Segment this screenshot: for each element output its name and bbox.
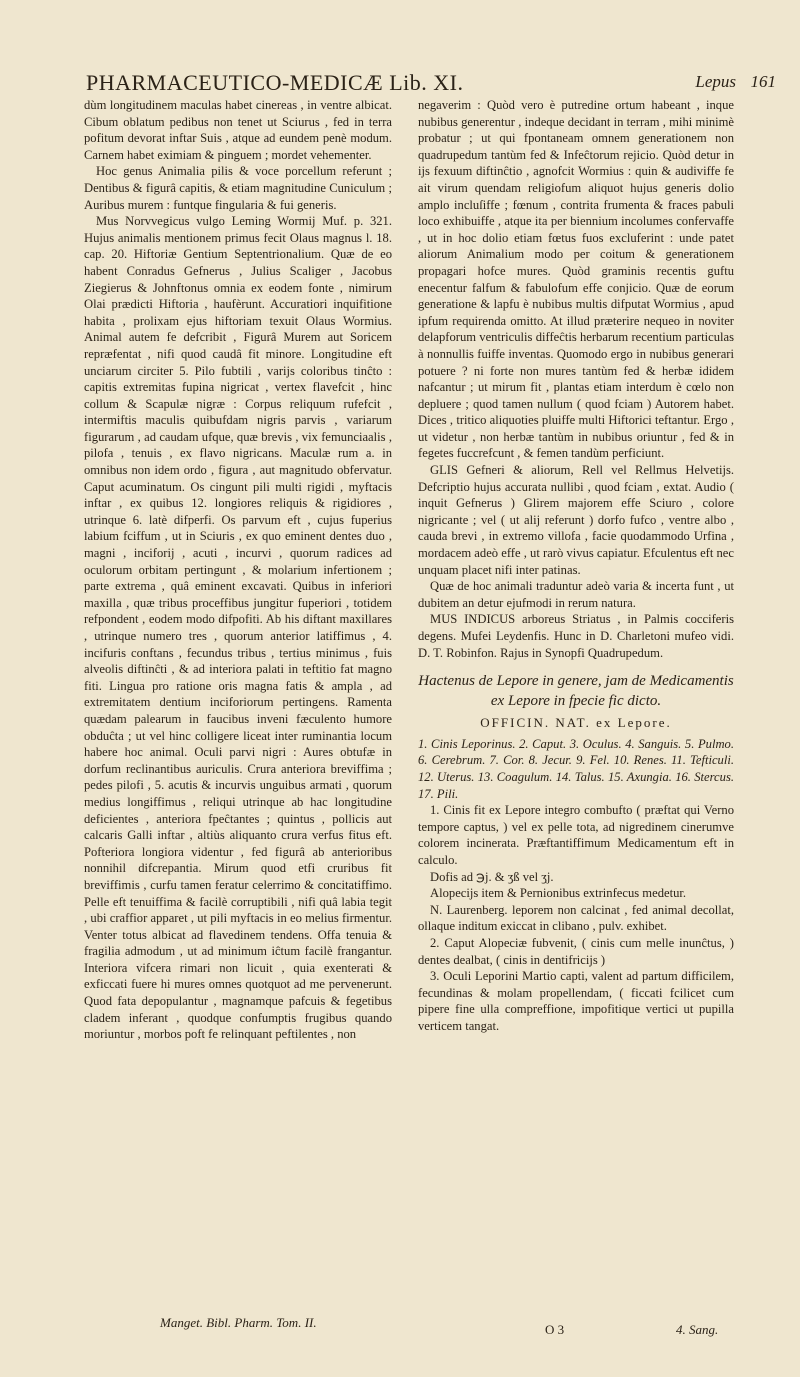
paragraph: Alopecijs item & Pernionibus extrinfecus medetur. [430, 886, 687, 901]
right-column [418, 97, 734, 1034]
paragraph: N. Laurenberg. leporem non calcinat , fed animal decollat, ollaque inditum exiccat in clibano , pulv. exhibet. [418, 902, 734, 934]
signature-mark: O 3 [545, 1322, 565, 1337]
paragraph: dùm longitudinem maculas habet cinereas , in ventre albicat. Cibum oblatum pedibus non tenet ut Sciurus , fed in terra pofitum devorat inftar Suis , atque ad eundem penè modum. Carnem habet eximiam & pinguem ; mordet vehementer. [84, 98, 392, 162]
footer-catchword: 4. Sang. [676, 1322, 719, 1337]
page-number: 161 [750, 72, 776, 91]
paragraph: Dofis ad ℈j. & ʒß vel ʒj. [430, 869, 554, 884]
paragraph: Quæ de hoc animali traduntur adeò varia & incerta funt , ut dubitem an detur ejufmodi in rerum natura. [418, 579, 734, 610]
paragraph: 2. Caput Alopeciæ fubvenit, ( cinis cum melle inunĉtus, ) dentes dealbat, ( cinis in dentifricijs ) [418, 935, 734, 967]
left-column [84, 97, 392, 1043]
paragraph: Hoc genus Animalia pilis & voce porcellum referunt ; Dentibus & figurâ capitis, & etiam magnitudine Cuniculum ; Auribus murem : funtque fingularia & fui generis. [84, 164, 392, 212]
footer-imprint: Manget. Bibl. Pharm. Tom. II. [160, 1315, 317, 1330]
running-head: PHARMACEUTICO-MEDICÆ Lib. XI. [86, 70, 464, 95]
section-heading: Hactenus de Lepore in genere, jam de Medicamentis ex Lepore in fpecie fic dicto. [418, 673, 734, 710]
officin-heading: OFFICIN. NAT. ex Lepore. [480, 715, 672, 731]
paragraph: 3. Oculi Leporini Martio capti, valent ad partum difficilem, fecundinas & molam propellendam, ( ficcati fcilicet cum pipere fine ulla compreffione, impofitique vertici ut pupilla verticem tangat. [418, 969, 734, 1033]
paragraph: MUS INDICUS arboreus Striatus , in Palmis cocciferis degens. Mufei Leydenfis. Hunc in D. Charletoni mufeo vidi. D. T. Robinfon. Rajus in Synopfi Quadrupedum. [418, 612, 734, 660]
paragraph: Mus Norvvegicus vulgo Leming Wormij Muf. p. 321. Hujus animalis mentionem primus fecit Olaus magnus l. 18. cap. 20. Hiftoriæ Gentium Septentrionalium. Quæ de eo habent Conradus Gefnerus , Julius Scaliger , Jacobus Ziegierus & Johnftonus omnia ex eodem fonte , nimirum Olai prædicti Hiftoria , haufèrunt. Accuratiori inquifitione habita , prolixam ejus hiftoriam texuit Olaus Wormius. Animal autem fe defcribit , Figurâ Murem aut Soricem repræfentat , nifi quod caudâ fit minore. Longitudine eft unciarum circiter 5. Pilo fubtili , varijs coloribus tinĉto : capitis extremitas fupina nigricat , vertex flavefcit , hinc collum & Scapulæ nigræ : Corpus reliquum rufefcit , intermiftis maculis quibufdam nigris parvis , variarum figurarum , ad caudam ufque, quæ brevis , vix femunciaalis , pilofa , tenuis , ex flavo nigricans. Maculæ rum a. in omnibus non idem ordo , figura , aut magnitudo obfervatur. Caput acuminatum. Os cingunt pili multi rigidi , myftacis inftar , ex quibus 12. longiores reliquis & rigidiores , utrinque 6. latè difperfi. Os parvum eft , cujus fuperius labium fciffum , ut in Sciuris , ex quo eminent dentes duo , magni , inciforij , acuti , incurvi , quorum radices ad oculorum orbitam pertingunt , & molarium infertionem ; parte extrema , quâ eminent excavati. Quibus in inferiori maxilla , quæ tribus proceffibus jungitur fuperiori , totidem refpondent , eodem modo difpofiti. Ab his diftant maxillares , utrinque numero tres , quorum anterior latiffimus , 4. incifuris conftans , fecundus tribus , tertius minimus , fuis alveolis diftinĉti , & ad interiora palati in teftitio fat magno fiti. Lingua pro ratione oris magna fatis & ampla , ad extremitatem dentium inciforiorum pertingens. Ramenta quædam palearum in faucibus inveni fæculento humore obduĉta ; ut vel hinc colligere liceat inter ruminantia locum habere hoc animal. Oculi parvi nigri : Aures obtufæ in dorfum reclinantibus auriculis. Crura anteriora breviffima ; pedes pilofi , 5. acutis & incurvis unguibus armati , quorum medius longiffimus , reliqui utrinque ab hac longitudine deficientes , anteriora fpeĉtantes ; quintus , pollicis aut calcaris Galli inftar , altiùs aliquanto crura verfus fitus eft. Pofteriora longiora videntur , fed figurâ ab anterioribus nonnihil difcrepantia. Mirum quod etfi cruribus fit breviffimis , curfu tamen feratur celerrimo & concitatiffimo. Pelle eft tenuiffima & facilè corruptibili , nifi quâ labia tegit , ubi craffior apparet , ut pili myftacis in eo melius firmentur. Venter totus albicat ad flavedinem tendens. Offa tenuia & fragilia admodum , ut ad minimum iĉtum facilè frangantur. Interiora vifcera rimari non licuit , quia exenterati & exficcati fuere hi mures omnes quotquot ad me pervenerunt. Quod fata depopulantur , magnamque pafcuis & fegetibus cladem inferant , quodque confumptis frugibus quando moriuntur , morbos poft fe relinquant peftilentes , non [84, 214, 392, 1042]
header-catchword: Lepus [695, 72, 736, 91]
paragraph: negaverim : Quòd vero è putredine ortum habeant , inque nubibus generentur , indeque decidant in terram , mihi minimè probatur ; ut qui fpontaneam omnem generationem non quadrupedum tantùm fed & Infeĉtorum rejicio. Quòd detur in ijs fexuum diftinĉtio , agnofcit Wormius : quin & audiviffe fe ait virum quendam religiofum aliquot hujus generis dolio amplo incluſiffe ; fœnum , contrita frumenta & fraces pabuli loco exhibuiffe , atque ita per biennium incolumes confervaffe , ut in hoc dolio etiam fœtus fuos excluferint : unde patet aliorum Animalium modo per coitum & generationem propagari hofce mures. Quòd graminis recentis guftu enecentur falfum & fabulofum effe conjicio. Quæ de eorum generatione & lapfu è nubibus multis difputat Wormius , apud ipfum requirenda omitto. At illud præterire nequeo in noviter delapforum ventriculis diffeĉtis herbarum recentium particulas à nonnullis fuiffe inventas. Quomodo ergo in nubibus generari potuere ? ni forte non mures tantùm fed & herbæ ididem nafcantur ; ut mirum fit , plantas etiam interdum è cœlo non depluere ; quod tamen nullum ( quod fciam ) Autorem habet. Dices , tritico aliquoties pluiffe multi Hiftorici teftantur. Ergo , ut videtur , non herbæ tantùm in nubibus oriuntur , fed & in fegetes fuccrefcunt , & femen tandùm perficiunt. [418, 98, 734, 461]
paragraph: 1. Cinis fit ex Lepore integro combufto ( præftat qui Verno tempore captus, ) vel ex pelle tota, ad nigredinem cinerumve colorem incinerata. Præftantiffimum Medicamentum eft in calculo. [418, 803, 734, 867]
paragraph: GLIS Gefneri & aliorum, Rell vel Rellmus Helvetijs. Defcriptio hujus accurata nullibi , quod fciam , extat. Audio ( inquit Gefnerus ) Glirem majorem effe Sciuro , colore nigricante ; vel ( ut alij referunt ) dorfo fufco , ventre albo , cauda brevi , in extremo villofa , facie quodammodo Urfina , mordacem adeò effe , ut rarò vivus capiatur. Efculentus eft nec unquam placet nifi inter patinas. [418, 463, 734, 577]
remedy-list: 1. Cinis Leporinus. 2. Caput. 3. Oculus. 4. Sanguis. 5. Pulmo. 6. Cerebrum. 7. Cor. 8. Jecur. 9. Fel. 10. Renes. 11. Tefticuli. 12. Uterus. 13. Coagulum. 14. Talus. 15. Axungia. 16. Stercus. 17. Pili. [418, 736, 734, 801]
